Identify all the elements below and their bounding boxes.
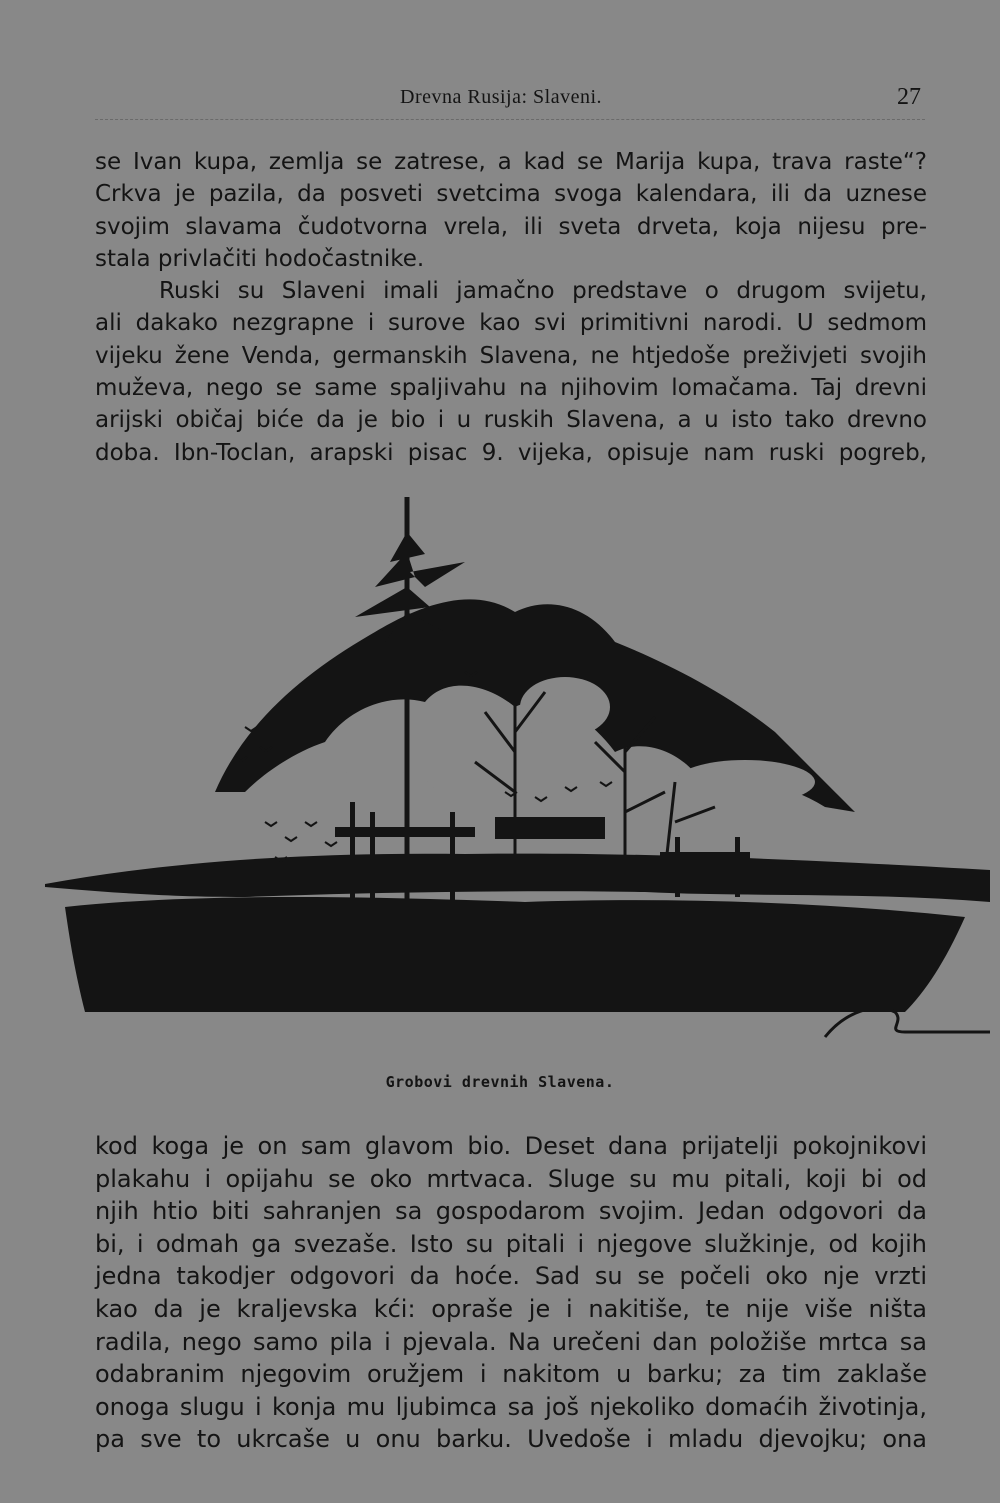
text-line: bi, i odmah ga svezaše. Isto su pitali i njegove služkinje, od kojih — [95, 1229, 927, 1258]
illustration-caption: Grobovi drevnih Slavena. — [385, 1073, 615, 1091]
text-line: pa sve to ukrcaše u onu barku. Uvedoše i mladu djevojku; ona — [95, 1425, 927, 1454]
text-line: vijeku žene Venda, germanskih Slavena, ne htjedoše preživjeti svojih — [95, 342, 927, 369]
text-line: Crkva je pazila, da posveti svetcima svoga kalendara, ili da uznese — [95, 181, 927, 208]
top-text-block — [95, 146, 927, 469]
text-line: stala privlačiti hodočastnike. — [95, 245, 425, 272]
text-line: onoga slugu i konja mu ljubimca sa još njekoliko domaćih životinja, — [95, 1392, 927, 1421]
text-line: kao da je kraljevska kći: opraše je i nakitiše, te nije više ništa — [95, 1294, 927, 1323]
text-line: Ruski su Slaveni imali jamačno predstave o drugom svijetu, — [159, 278, 927, 305]
text-line: muževa, nego se same spaljivahu na njihovim lomačama. Taj drevni — [95, 375, 927, 402]
landscape-illustration-icon — [45, 492, 990, 1057]
text-line: plakahu i opijahu se oko mrtvaca. Sluge su mu pitali, koji bi od — [95, 1164, 927, 1193]
bottom-text-block — [95, 1130, 927, 1456]
text-line: odabranim njegovim oružjem i nakitom u barku; za tim zaklaše — [95, 1360, 927, 1389]
text-line: ali dakako nezgrapne i surove kao svi primitivni narodi. U sedmom — [95, 310, 927, 337]
page-number: 27 — [897, 84, 921, 110]
text-line: arijski običaj biće da je bio i u ruskih Slavena, a u isto tako drevno — [95, 407, 927, 434]
text-line: njih htio biti sahranjen sa gospodarom svojim. Jedan odgovori da — [95, 1197, 927, 1226]
text-line: kod koga je on sam glavom bio. Deset dana prijatelji pokojnikovi — [95, 1132, 927, 1160]
text-line: jedna takodjer odgovori da hoće. Sad su se počeli oko nje vrzti — [95, 1262, 927, 1291]
running-header — [0, 84, 1000, 114]
text-line: se Ivan kupa, zemlja se zatrese, a kad se Marija kupa, trava raste“? — [95, 149, 927, 175]
running-title: Drevna Rusija: Slaveni. — [400, 86, 603, 108]
text-line: svojim slavama čudotvorna vrela, ili sveta drveta, koja nijesu pre- — [95, 213, 927, 240]
header-rule — [95, 119, 925, 120]
text-line: radila, nego samo pila i pjevala. Na urečeni dan položiše mrtca sa — [95, 1327, 927, 1356]
text-line: doba. Ibn-Toclan, arapski pisac 9. vijeka, opisuje nam ruski pogreb, — [95, 439, 927, 466]
